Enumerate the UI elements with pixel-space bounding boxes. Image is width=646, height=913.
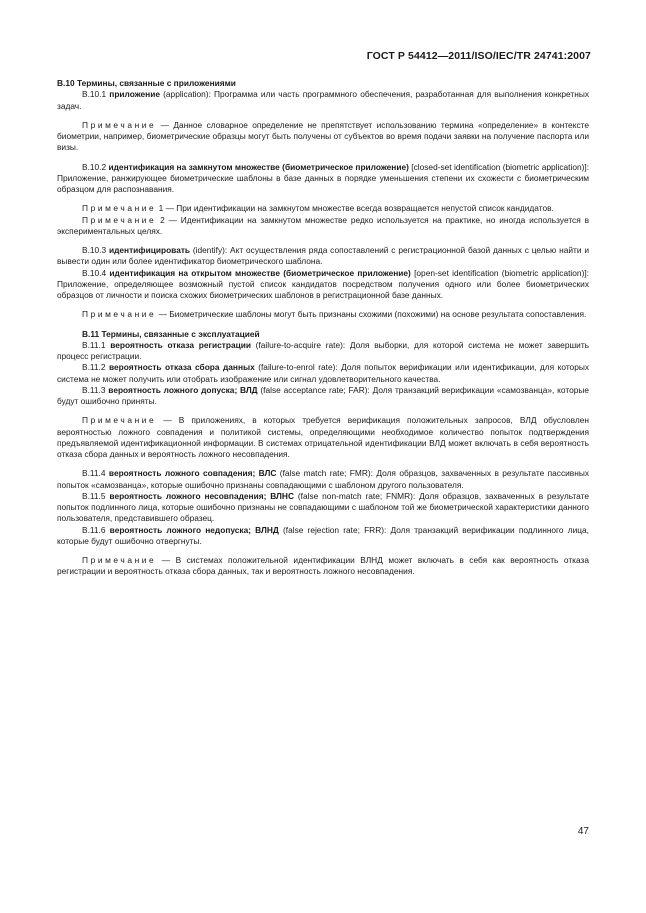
note-b10-2-1: Примечание 1 — При идентификации на замкнутом множестве всегда возвращается непустой список кандидатов.	[82, 203, 554, 214]
term-b11-5: B.11.5 вероятность ложного несовпадения; ВЛНС (false non-match rate; FNMR): Доля образцов, захваченных в результате попыток подлинного лица, которые ошибочно признаны не совпадающими с шаблоном той же биометрической характеристики данного пользователя, представившего образец.	[57, 490, 589, 524]
term-b11-1: B.11.1 вероятность отказа регистрации (failure-to-acquire rate): Доля выборки, для которой система не может завершить процесс регистрации.	[57, 339, 589, 361]
term-b10-2: B.10.2 идентификация на замкнутом множестве (биометрическое приложение) [closed-set identification (biometric application)]: Приложение, ранжирующее биометрические шаблоны в базе данных в порядке уменьшения степени их схожести с биометрическим образцом для распознавания.	[57, 161, 590, 194]
term-b10-4: B.10.4 идентификация на открытом множестве (биометрическое приложение) [open-set identification (biometric application)]: Приложение, определяющее возможный пустой список кандидатов посредством получения одного или более биометрических образцов от личности и поиска схожих биометрических шаблонов в регистрационной базе данных.	[57, 267, 589, 300]
term-b11-6: B.11.6 вероятность ложного недопуска; ВЛНД (false rejection rate; FRR): Доля транзакций верификации подлинного лица, которые будут ошибочно отвергнуты.	[57, 524, 589, 546]
section-heading-b11: B.11 Термины, связанные с эксплуатацией	[82, 328, 260, 339]
term-b11-4: B.11.4 вероятность ложного совпадения; ВЛС (false match rate; FMR): Доля образцов, захваченных в результате пассивных попыток «самозванца», которые ошибочно признаны совпадающими с шаблоном другого пользователя.	[57, 468, 589, 490]
term-b10-3: B.10.3 идентифицировать (identify): Акт осуществления ряда сопоставлений с регистрационной базой данных с целью найти и вывести один или более идентификатор биометрического шаблона.	[57, 245, 589, 267]
note-b10-1: Примечание — Данное словарное определение не препятствует использованию термина «определение» в контексте биометрии, например, биометрические образцы могут быть получены от субъектов во время подачи заявки на получение паспорта или визы.	[57, 119, 589, 153]
note-b10-4: Примечание — Биометрические шаблоны могут быть признаны схожими (похожими) на основе результата сопоставления.	[82, 309, 587, 320]
note-b11-6: Примечание — В системах положительной идентификации ВЛНД может включать в себя как вероятность отказа регистрации и вероятность отказа сбора данных, так и вероятность ложного несовпадения.	[57, 555, 589, 577]
note-b10-2-2: Примечание 2 — Идентификации на замкнутом множестве редко используется на практике, но иногда используется в экспериментальных целях.	[57, 214, 589, 236]
page-number: 47	[577, 826, 589, 837]
note-b11-3: Примечание — В приложениях, в которых требуется верификация положительных запросов, ВЛД обусловлен вероятностью ложного совпадения и политикой системы, определяющими необходимое количество попыток подтверждения предъявляемой идентификационной информации. В системах отрицательной идентификации ВЛД может включать в себя вероятность отказа сбора данных и вероятность ложного несовпадения.	[57, 415, 589, 459]
document-standard-code: ГОСТ Р 54412—2011/ISO/IEC/TR 24741:2007	[366, 50, 591, 62]
term-b11-3: B.11.3 вероятность ложного допуска; ВЛД (false acceptance rate; FAR): Доля транзакций верификации «самозванца», которые будут ошибочно приняты.	[57, 384, 589, 406]
term-b10-1: B.10.1 приложение (application): Программа или часть программного обеспечения, разработанная для выполнения конкретных задач.	[57, 89, 589, 111]
section-heading-b10: B.10 Термины, связанные с приложениями	[57, 78, 236, 88]
document-body	[57, 78, 589, 578]
term-b11-2: B.11.2 вероятность отказа сбора данных (failure-to-enrol rate): Доля попыток верификации или идентификации, для которых система не может получить или отобрать изображение или сигнал удовлетворительного качества.	[57, 362, 589, 384]
